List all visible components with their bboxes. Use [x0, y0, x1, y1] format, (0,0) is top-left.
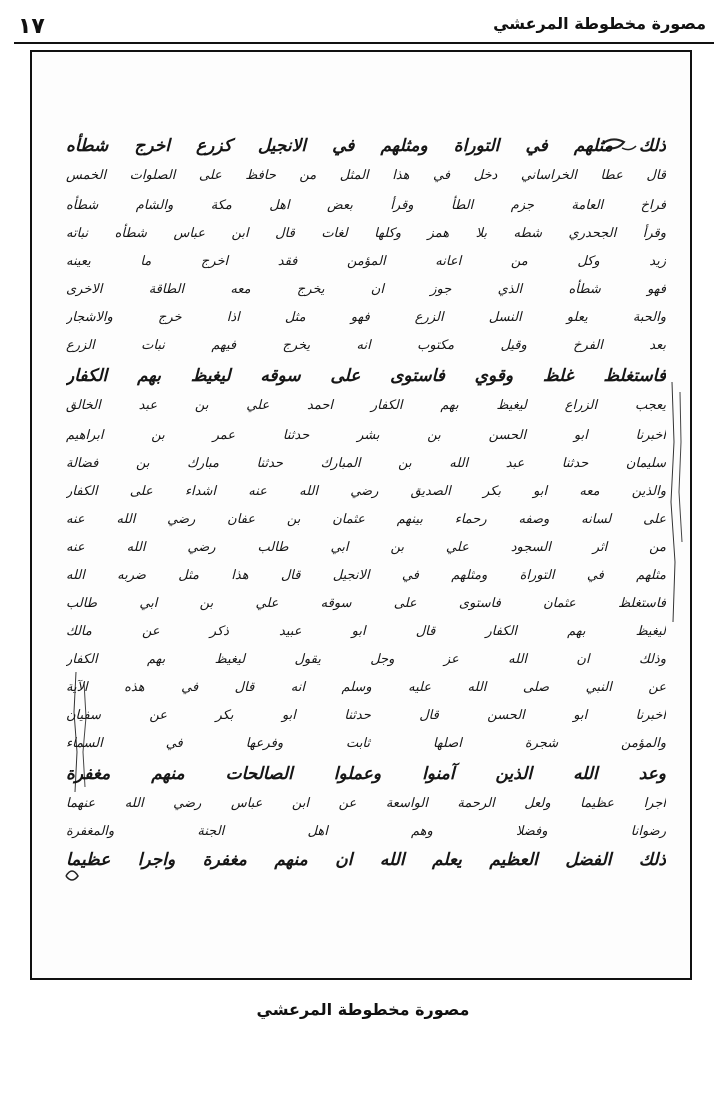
manuscript-line: اجرا عظيما ولعل الرحمة الواسعة عن ابن عباس رضي الله عنهما [66, 796, 666, 811]
manuscript-line: فاستغلظ عثمان فاستوى على سوقه علي بن ابي طالب [66, 596, 666, 611]
manuscript-line: وقرأ الجحدري شطه بلا همز وكلها لغات قال ابن عباس شطأه نباته [66, 226, 666, 241]
header-rule [14, 42, 714, 44]
manuscript-line: فهو شطأه الذي جوز ان يخرج معه الطاقة الاخرى [66, 282, 666, 297]
manuscript-line: من اثر السجود علي بن ابي طالب رضي الله عنه [66, 540, 666, 555]
manuscript-line: بعد الفرخ وقيل مكتوب انه يخرج فيهم نبات الزرع [66, 338, 666, 353]
manuscript-line: فاستغلظ غلظ وقوي فاستوى على سوقه ليغيظ بهم الكفار [66, 366, 666, 386]
manuscript-line: فراخ العامة جزم الطأ وقرأ بعض اهل مكة والشام شطأه [66, 198, 666, 213]
page-header [0, 0, 726, 44]
running-title: مصورة مخطوطة المرعشي [493, 14, 706, 33]
manuscript-line: والحبة يعلو النسل الزرع فهو مثل اذا خرج والاشجار [66, 310, 666, 325]
manuscript-line: والمؤمن شجرة اصلها ثابت وفرعها في السماء [66, 736, 666, 751]
manuscript-line: قال عطا الخراساني دخل في هذا المثل من حافظ على الصلوات الخمس [66, 168, 666, 183]
manuscript-text [66, 132, 666, 972]
manuscript-line: ذلك مثلهم في التوراة ومثلهم في الانجيل كزرع اخرج شطأه [66, 136, 666, 156]
page-number: ١٧ [18, 14, 45, 39]
manuscript-line: وذلك ان الله عز وجل يقول ليغيظ بهم الكفار [66, 652, 666, 667]
manuscript-line: وعد الله الذين آمنوا وعملوا الصالحات منهم مغفرة [66, 764, 666, 784]
manuscript-line: مثلهم في التوراة ومثلهم في الانجيل قال هذا مثل ضربه الله [66, 568, 666, 583]
manuscript-line: اخبرنا ابو الحسن بن بشر حدثنا عمر بن ابراهيم [66, 428, 666, 443]
manuscript-line: ذلك الفضل العظيم يعلم الله ان منهم مغفرة واجرا عظيما [66, 850, 666, 870]
manuscript-line: رضوانا وفضلا وهم اهل الجنة والمغفرة [66, 824, 666, 839]
manuscript-line: اخبرنا ابو الحسن قال حدثنا ابو بكر عن سفيان [66, 708, 666, 723]
manuscript-line: والذين معه ابو بكر الصديق رضي الله عنه اشداء على الكفار [66, 484, 666, 499]
image-caption: مصورة مخطوطة المرعشي [256, 1000, 470, 1019]
manuscript-image [30, 50, 692, 980]
manuscript-line: على لسانه وصفه رحماء بينهم عثمان بن عفان رضي الله عنه [66, 512, 666, 527]
manuscript-line: ليغيظ بهم الكفار قال ابو عبيد ذكر عن مالك [66, 624, 666, 639]
manuscript-line: سليمان حدثنا عبد الله بن المبارك حدثنا مبارك بن فضالة [66, 456, 666, 471]
manuscript-line: عن النبي صلى الله عليه وسلم انه قال في هذه الآية [66, 680, 666, 695]
manuscript-line: زيد وكل من اعانه المؤمن فقد اخرج ما يعينه [66, 254, 666, 269]
manuscript-line: يعجب الزراع ليغيظ بهم الكفار احمد علي بن عبد الخالق [66, 398, 666, 413]
